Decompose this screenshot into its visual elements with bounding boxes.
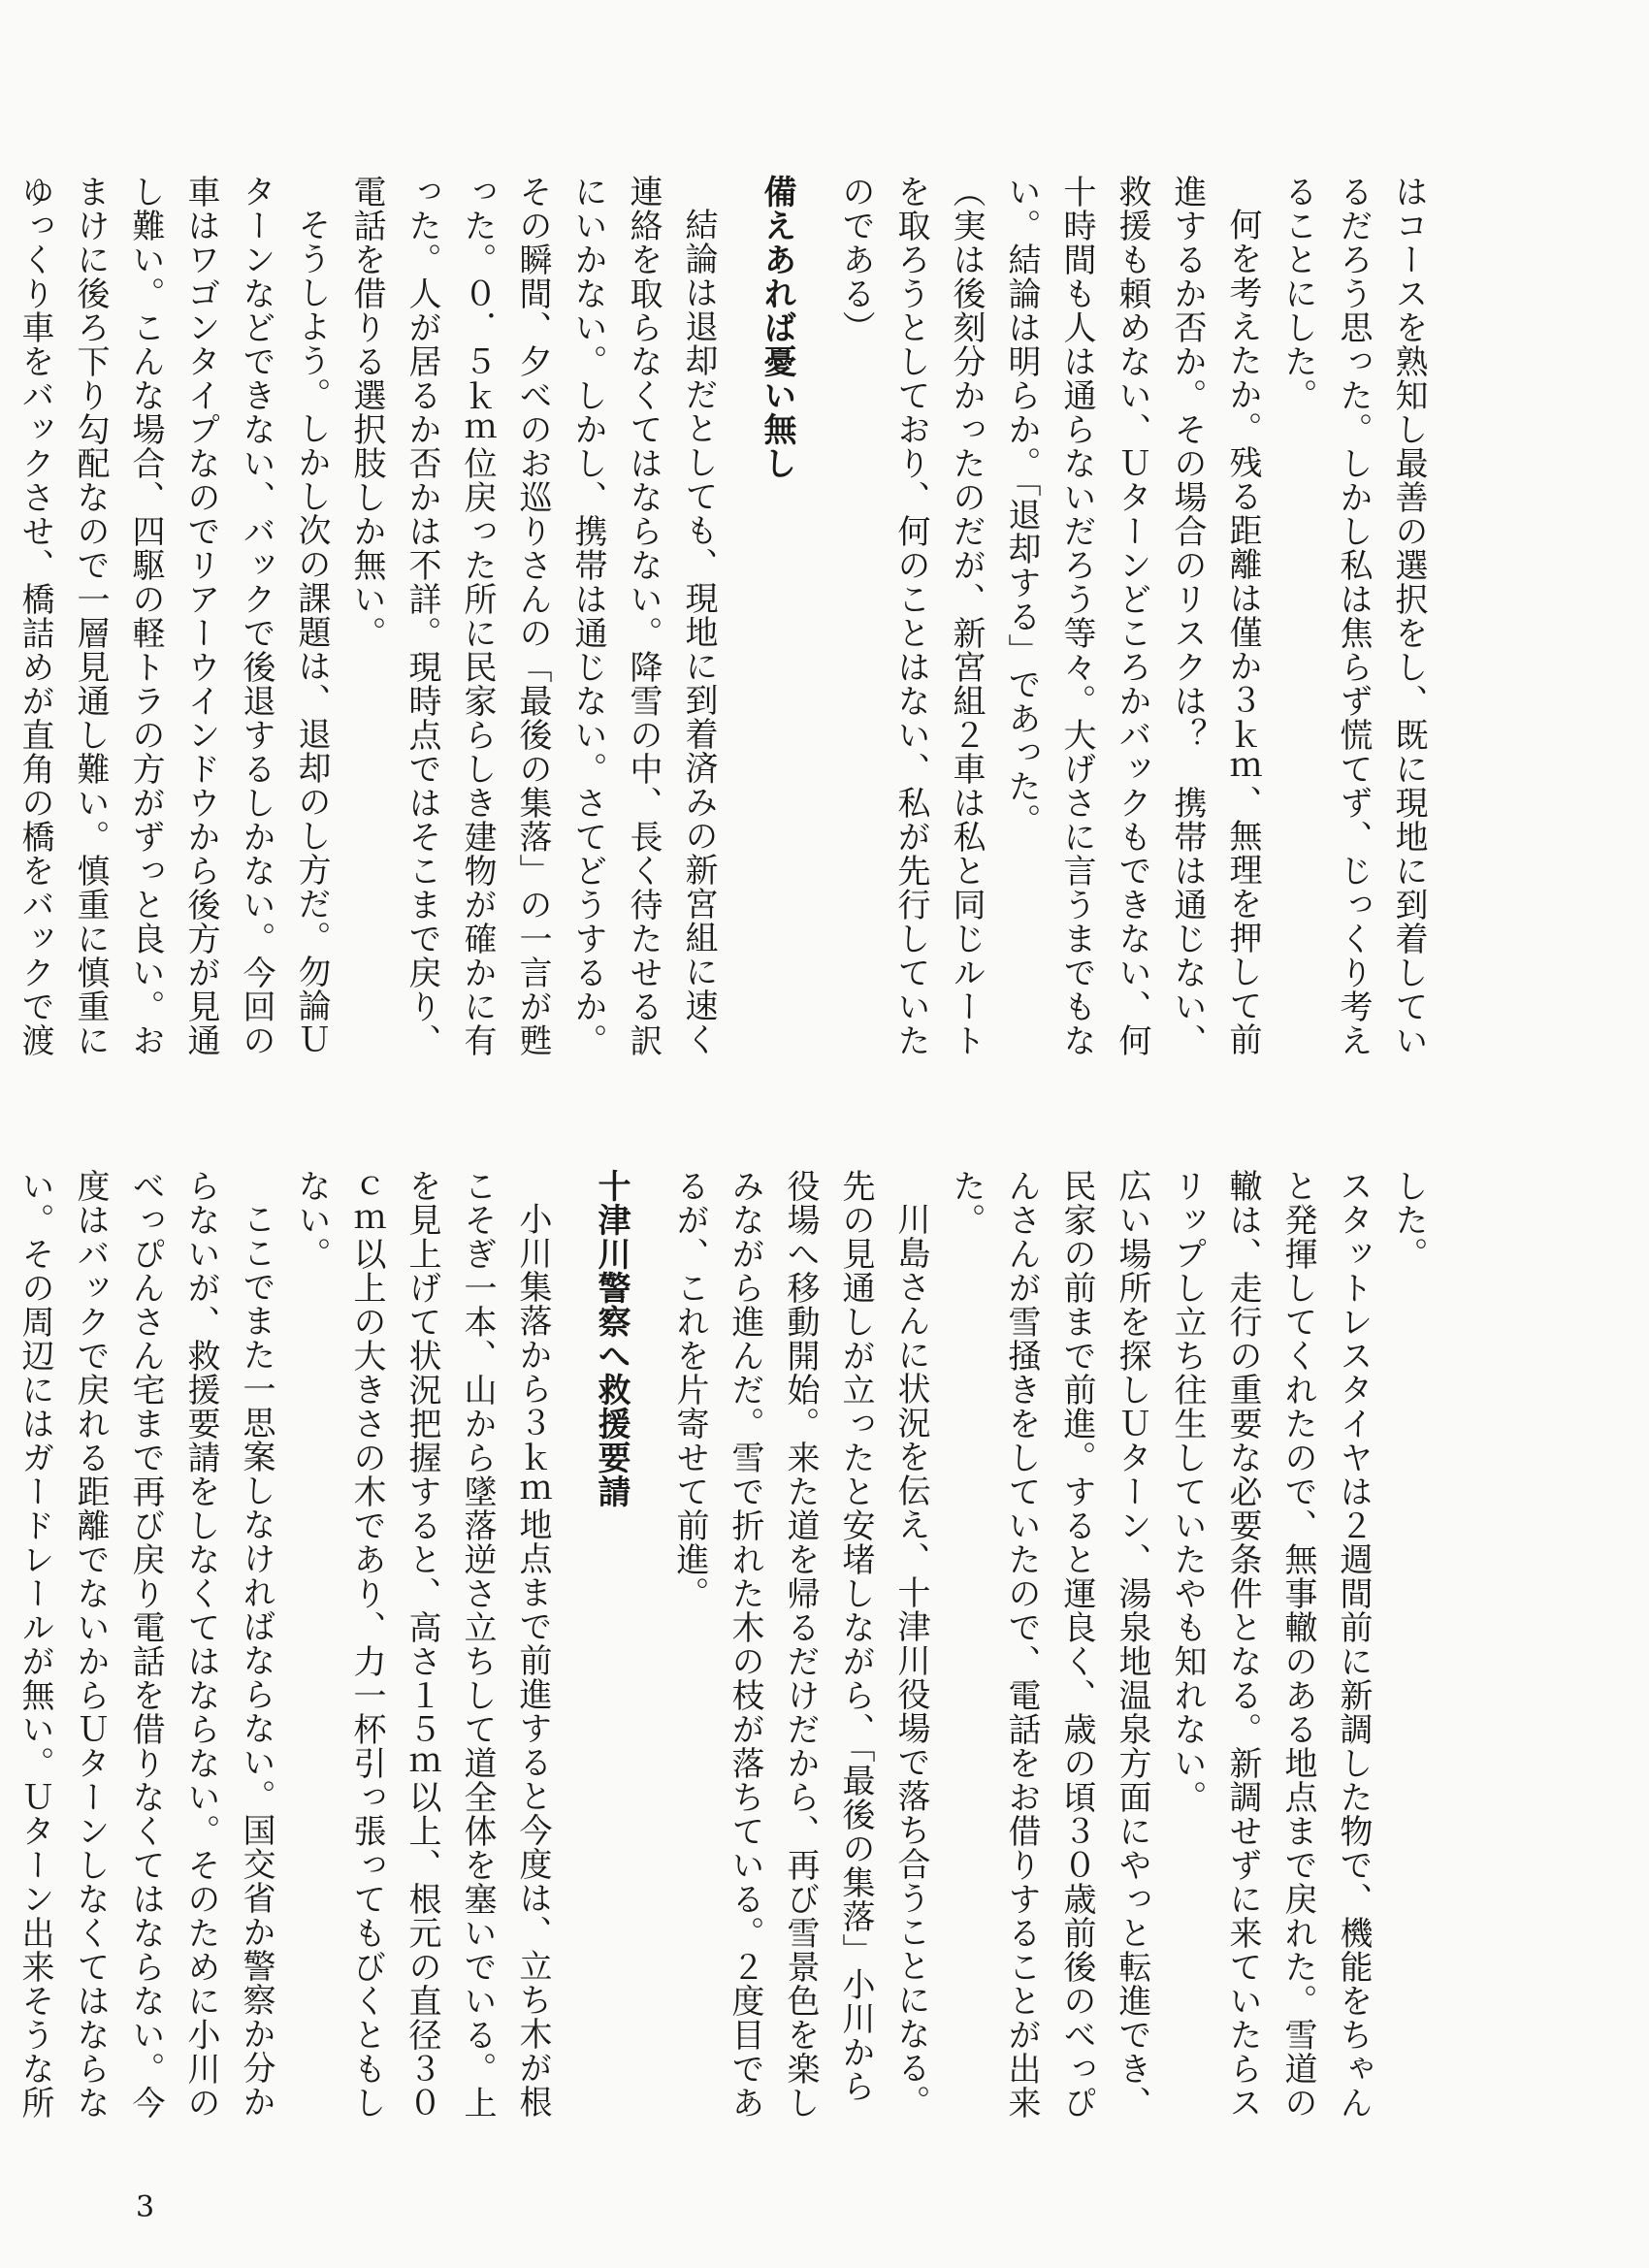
paragraph: はコースを熟知し最善の選択をし、既に現地に到着しているだろう思った。しかし私は焦らず慌てず、じっくり考えることにした。 <box>1278 175 1428 1057</box>
lower-text-block <box>16 1169 1436 2129</box>
paragraph: スタットレスタイヤは２週間前に新調した物で、機能をちゃんと発揮してくれたので、無事轍のある地点まで戻れた。雪道の轍は、走行の重要な必要条件となる。新調せずに来ていたらスリップし立ち往生していたやも知れない。 <box>1168 1169 1373 2120</box>
paragraph: 広い場所を探しＵターン、湯泉地温泉方面にやっと転進でき、民家の前まで前進。すると運良く、歳の頃３０歳前後のべっぴんさんが雪掻きをしていたので、電話をお借りすることが出来た。 <box>947 1169 1151 2120</box>
paragraph: 結論は退却だとしても、現地に到着済みの新宮組に速く連絡を取らなくてはならない。降雪の中、長く待たせる訳にいかない。しかし、携帯は通じない。さてどうするか。その瞬間、夕べのお巡りさんの「最後の集落」の一言が甦った。０．５ｋｍ位戻った所に民家らしき建物が確かに有った。人が居るか否かは不詳。現時点ではそこまで戻り、電話を借りる選択肢しか無い。 <box>347 175 718 1057</box>
paragraph: 川島さんに状況を伝え、十津川役場で落ち合うことになる。先の見通しが立ったと安堵しながら、「最後の集落」小川から役場へ移動開始。来た道を帰るだけだから、再び雪景色を楽しみながら進んだ。雪で折れた木の枝が落ちている。２度目であるが、これを片寄せて前進。 <box>670 1169 930 2120</box>
page-number: 3 <box>136 2190 155 2224</box>
paragraph: 小川集落から３ｋｍ地点まで前進すると今度は、立ち木が根こそぎ一本、山から墜落逆さ立ちして道全体を塞いでいる。上を見上げて状況把握すると、高さ１５ｍ以上、根元の直径３０ｃｍ以上の大きさの木であり、力一杯引っ張ってもびくともしない。 <box>292 1169 552 2120</box>
section-heading: 備えあれば憂い無し <box>758 175 796 480</box>
paragraph: （実は後刻分かったのだが、新宮組２車は私と同じルートを取ろうとしており、何のことはない、私が先行していたのである） <box>836 175 986 1057</box>
paragraph: 何を考えたか。残る距離は僅か３ｋｍ、無理を押して前進するか否か。その場合のリスクは？ 携帯は通じない、救援も頼めない、Ｕターンどころかバックもできない、何十時間も人は通らないだろう等々。大げさに言うまでもない。結論は明らか。「退却する」であった。 <box>1002 175 1262 1057</box>
section-heading: 十津川警察へ救援要請 <box>592 1169 630 1508</box>
paragraph: ここでまた一思案しなければならない。国交省か警察か分からないが、救援要請をしなくてはならない。そのために小川のべっぴんさん宅まで再び戻り電話を借りなくてはならない。今度はバックで戻れる距離でないからＵターンしなくてはならない。その周辺にはガードレールが無い。Ｕターン出来そうな所 <box>16 1169 275 2120</box>
paragraph: した。 <box>1389 1169 1428 1271</box>
paragraph: そうしよう。しかし次の課題は、退却のし方だ。勿論Ｕターンなどできない、バックで後退するしかない。今回の車はワゴンタイプなのでリアーウインドウから後方が見通し難い。こんな場合、四駆の軽トラの方がずっと良い。おまけに後ろ下り勾配なので一層見通し難い。慎重に慎重にゆっくり車をバックさせ、橋詰めが直角の橋をバックで渡 <box>16 175 331 1057</box>
upper-text-block <box>16 175 1436 1086</box>
